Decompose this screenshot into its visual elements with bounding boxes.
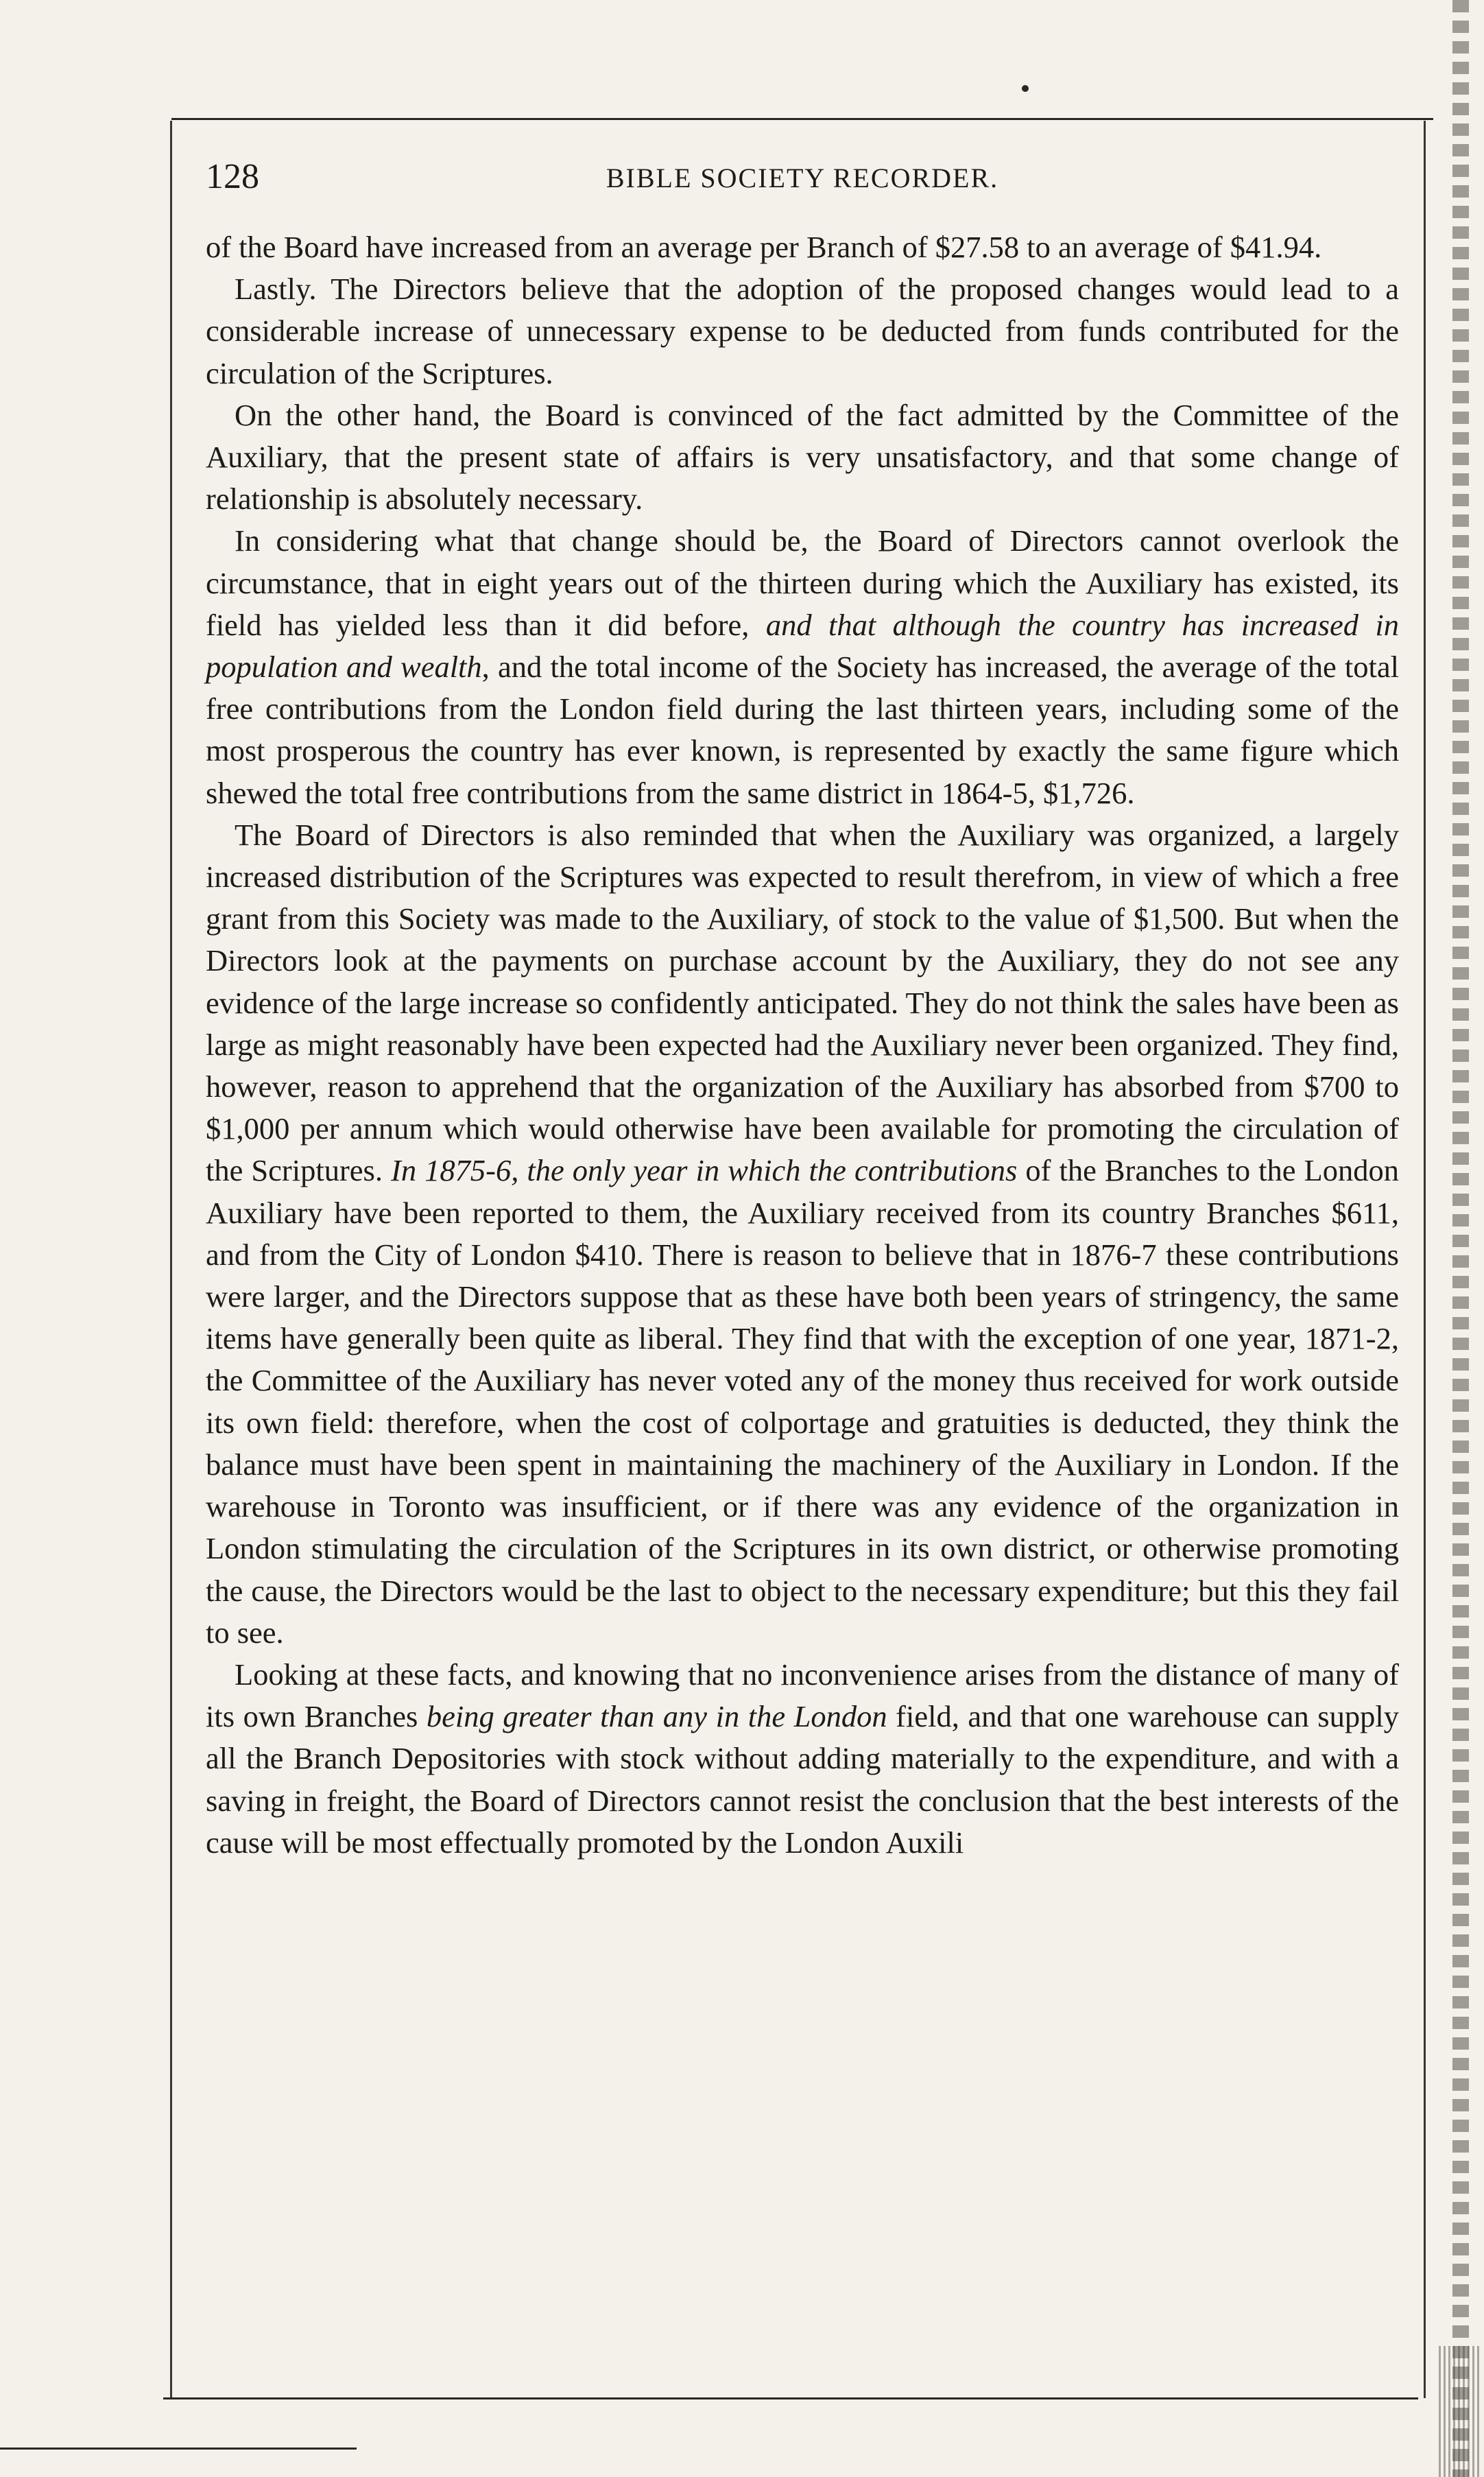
left-border-rule [170,121,172,2398]
paragraph-5-part-1: The Board of Directors is also reminded that when the Auxiliary was organized, a largely increased distribution of the Scriptures was expected to result therefrom, in view of which a free grant from this Society was made to the Auxiliary, of stock to the value of $1,500. But when the Directors look at the payments on purchase account by the Auxiliary, they do not see any evidence of the large increase so confidently anticipated. They do not think the sales have been as large as might reasonably have been expected had the Auxiliary never been organized. They find, however, reason to apprehend that the organization of the Auxiliary has absorbed from $700 to $1,000 per annum which would otherwise have been available for promoting the circulation of the Scriptures. [206,817,1399,1188]
right-border-rule [1424,121,1426,2398]
ink-dot [1022,85,1029,92]
binding-edge-shadow [1452,0,1469,2477]
paragraph-2: Lastly. The Directors believe that the adoption of the proposed changes would lead to a considerable increase of unnecessary expense to be deducted from funds contributed for the circulation of the Scriptures. [206,272,1399,390]
paragraph-4-italic: and that although the country has increased in population and wealth [206,607,1399,685]
footer-rule-fragment [0,2448,357,2450]
paragraph-6 [206,1654,1399,1864]
top-rule [171,118,1433,120]
body-text [206,226,1399,1864]
running-head: BIBLE SOCIETY RECORDER. [606,163,999,193]
page-header [206,152,1399,207]
binding-edge-texture [1439,2346,1480,2477]
paragraph-1: of the Board have increased from an average per Branch of $27.58 to an average of $41.94. [206,230,1322,264]
paragraph-4 [206,520,1399,814]
paragraph-6-part-2: field, and that one warehouse can supply all the Branch Depositories with stock without adding materially to the expenditure, and with a saving in freight, the Board of Directors cannot resist the conclusion that the best interests of the cause will be most effectually promoted by the London Auxili [206,1699,1399,1860]
paragraph-6-italic: being greater than any in the London [426,1699,887,1734]
bottom-rule [163,2397,1418,2399]
paragraph-4-part-2: , and the total income of the Society has increased, the average of the total free contributions from the London field during the last thirteen years, including some of the most prosperous the country has ever known, is represented by exactly the same figure which shewed the total free contributions from the same district in 1864-5, $1,726. [206,650,1399,810]
paragraph-3: On the other hand, the Board is convinced of the fact admitted by the Committee of the Auxiliary, that the present state of affairs is very unsatisfactory, and that some change of relationship is absolutely necessary. [206,397,1399,517]
paragraph-6-part-1: Looking at these facts, and knowing that no inconvenience arises from the distance of many of its own Branches [206,1657,1399,1734]
paragraph-5-part-2: of the Branches to the London Auxiliary have been reported to them, the Auxiliary received from its country Branches $611, and from the City of London $410. There is reason to believe that in 1876-7 these contributions were larger, and the Directors suppose that as these have both been years of stringency, the same items have generally been quite as liberal. They find that with the exception of one year, 1871-2, the Committee of the Auxiliary has never voted any of the money thus received for work outside its own field: therefore, when the cost of colportage and gratuities is deducted, they think the balance must have been spent in maintaining the machinery of the Auxiliary in London. If the warehouse in Toronto was insufficient, or if there was any evidence of the organization in London stimulating the circulation of the Scriptures in its own district, or otherwise promoting the cause, the Directors would be the last to object to the necessary expenditure; but this they fail to see. [206,1153,1399,1650]
paragraph-5 [206,814,1399,1654]
paragraph-5-italic: In 1875-6, the only year in which the contributions [391,1153,1018,1188]
paragraph-4-part-1: In considering what that change should be, the Board of Directors cannot overlook the circumstance, that in eight years out of the thirteen during which the Auxiliary has existed, its field has yielded less than it did before, [206,523,1399,642]
page-number: 128 [206,157,259,196]
